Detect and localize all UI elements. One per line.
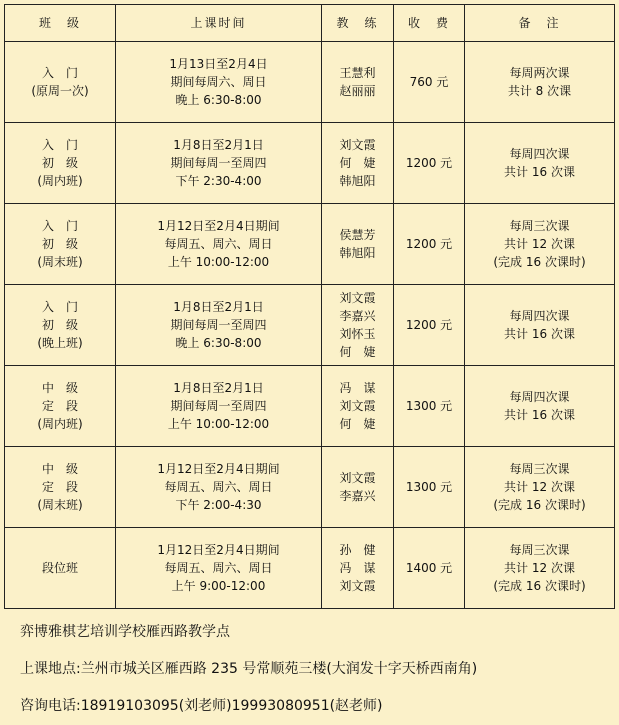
note-line: 共计 16 次课	[504, 408, 575, 422]
note-line: 共计 16 次课	[504, 327, 575, 341]
class-line: 初 级	[41, 156, 78, 170]
table-row	[5, 366, 615, 447]
time-line: 期间每周一至周四	[170, 318, 267, 332]
time-cell	[116, 285, 322, 366]
table-row	[5, 204, 615, 285]
note-cell	[465, 204, 615, 285]
note-cell	[465, 123, 615, 204]
class-line: (周内班)	[37, 417, 83, 431]
fee-cell: 760 元	[394, 42, 465, 123]
coach-cell	[322, 447, 394, 528]
coach-cell	[322, 366, 394, 447]
class-line: 入 门	[41, 138, 78, 152]
note-line: 共计 8 次课	[507, 84, 572, 98]
class-line: 初 级	[41, 237, 78, 251]
time-line: 1月8日至2月1日	[173, 300, 264, 314]
coach-cell	[322, 204, 394, 285]
note-line: 每周四次课	[509, 309, 570, 323]
class-line: 中 级	[41, 462, 78, 476]
coach-cell	[322, 285, 394, 366]
time-line: 1月12日至2月4日期间	[157, 219, 280, 233]
note-line: (完成 16 次课时)	[493, 498, 586, 512]
time-line: 上午 10:00-12:00	[167, 255, 270, 269]
fee-cell: 1200 元	[394, 123, 465, 204]
note-line: 共计 16 次课	[504, 165, 575, 179]
class-line: 入 门	[41, 219, 78, 233]
header-note: 备 注	[465, 5, 615, 42]
class-cell	[5, 42, 116, 123]
table-row	[5, 528, 615, 609]
header-class: 班 级	[5, 5, 116, 42]
time-line: 期间每周六、周日	[170, 75, 267, 89]
time-line: 上午 10:00-12:00	[167, 417, 270, 431]
class-line: 段位班	[41, 561, 78, 575]
coach-line: 刘文霞	[339, 399, 376, 413]
class-line: 入 门	[41, 300, 78, 314]
class-line: (周末班)	[37, 498, 83, 512]
note-line: 每周三次课	[509, 219, 570, 233]
time-cell	[116, 447, 322, 528]
coach-line: 李嘉兴	[339, 309, 376, 323]
note-cell	[465, 447, 615, 528]
fee-cell: 1300 元	[394, 366, 465, 447]
class-cell	[5, 204, 116, 285]
table-row	[5, 447, 615, 528]
class-line: (原周一次)	[31, 84, 89, 98]
coach-line: 刘文霞	[339, 291, 376, 305]
coach-line: 赵丽丽	[339, 84, 376, 98]
note-line: 每周三次课	[509, 543, 570, 557]
coach-cell	[322, 42, 394, 123]
table-row	[5, 285, 615, 366]
class-line: 定 段	[41, 399, 78, 413]
note-line: 共计 12 次课	[504, 480, 575, 494]
time-cell	[116, 528, 322, 609]
note-line: 每周三次课	[509, 462, 570, 476]
time-line: 1月8日至2月1日	[173, 381, 264, 395]
class-line: 初 级	[41, 318, 78, 332]
class-line: 入 门	[41, 66, 78, 80]
time-line: 每周五、周六、周日	[164, 480, 273, 494]
coach-line: 刘文霞	[339, 138, 376, 152]
coach-line: 何 婕	[339, 417, 376, 431]
class-line: 定 段	[41, 480, 78, 494]
header-fee: 收 费	[394, 5, 465, 42]
time-line: 上午 9:00-12:00	[171, 579, 266, 593]
table-row	[5, 42, 615, 123]
time-line: 期间每周一至周四	[170, 156, 267, 170]
class-cell	[5, 447, 116, 528]
fee-cell: 1400 元	[394, 528, 465, 609]
note-line: 每周四次课	[509, 147, 570, 161]
class-cell	[5, 528, 116, 609]
coach-line: 刘文霞	[339, 579, 376, 593]
fee-cell: 1300 元	[394, 447, 465, 528]
note-line: (完成 16 次课时)	[493, 579, 586, 593]
coach-line: 何 婕	[339, 156, 376, 170]
note-cell	[465, 285, 615, 366]
coach-line: 李嘉兴	[339, 489, 376, 503]
header-coach: 教 练	[322, 5, 394, 42]
time-line: 每周五、周六、周日	[164, 561, 273, 575]
note-cell	[465, 366, 615, 447]
time-line: 1月13日至2月4日	[169, 57, 268, 71]
table-row	[5, 123, 615, 204]
time-cell	[116, 42, 322, 123]
header-row	[5, 5, 615, 42]
class-cell	[5, 285, 116, 366]
note-line: (完成 16 次课时)	[493, 255, 586, 269]
time-cell	[116, 123, 322, 204]
note-line: 共计 12 次课	[504, 237, 575, 251]
note-line: 每周两次课	[509, 66, 570, 80]
class-cell	[5, 366, 116, 447]
coach-line: 孙 健	[339, 543, 376, 557]
coach-line: 王慧利	[339, 66, 376, 80]
class-cell	[5, 123, 116, 204]
time-line: 1月12日至2月4日期间	[157, 543, 280, 557]
time-line: 下午 2:00-4:30	[175, 498, 262, 512]
time-cell	[116, 366, 322, 447]
time-line: 每周五、周六、周日	[164, 237, 273, 251]
fee-cell: 1200 元	[394, 204, 465, 285]
time-line: 晚上 6:30-8:00	[175, 336, 262, 350]
coach-line: 韩旭阳	[339, 246, 376, 260]
phone-text: 咨询电话:18919103095(刘老师)19993080951(赵老师)	[20, 698, 383, 714]
coach-line: 冯 谋	[339, 381, 376, 395]
time-line: 1月8日至2月1日	[173, 138, 264, 152]
coach-line: 侯慧芳	[339, 228, 376, 242]
note-line: 共计 12 次课	[504, 561, 575, 575]
time-line: 下午 2:30-4:00	[175, 174, 262, 188]
time-line: 期间每周一至周四	[170, 399, 267, 413]
time-line: 1月12日至2月4日期间	[157, 462, 280, 476]
coach-line: 刘文霞	[339, 471, 376, 485]
coach-cell	[322, 123, 394, 204]
note-cell	[465, 528, 615, 609]
class-line: 中 级	[41, 381, 78, 395]
coach-line: 刘怀玉	[339, 327, 376, 341]
note-cell	[465, 42, 615, 123]
time-line: 晚上 6:30-8:00	[175, 93, 262, 107]
coach-cell	[322, 528, 394, 609]
header-time: 上课时间	[116, 5, 322, 42]
time-cell	[116, 204, 322, 285]
note-line: 每周四次课	[509, 390, 570, 404]
coach-line: 何 婕	[339, 345, 376, 359]
class-line: (晚上班)	[37, 336, 83, 350]
class-line: (周末班)	[37, 255, 83, 269]
school-name: 弈博雅棋艺培训学校雁西路教学点	[20, 624, 230, 640]
fee-cell: 1200 元	[394, 285, 465, 366]
address-text: 上课地点:兰州市城关区雁西路 235 号常顺苑三楼(大润发十字天桥西南角)	[20, 661, 478, 677]
coach-line: 韩旭阳	[339, 174, 376, 188]
coach-line: 冯 谋	[339, 561, 376, 575]
schedule-table	[4, 4, 615, 609]
class-line: (周内班)	[37, 174, 83, 188]
